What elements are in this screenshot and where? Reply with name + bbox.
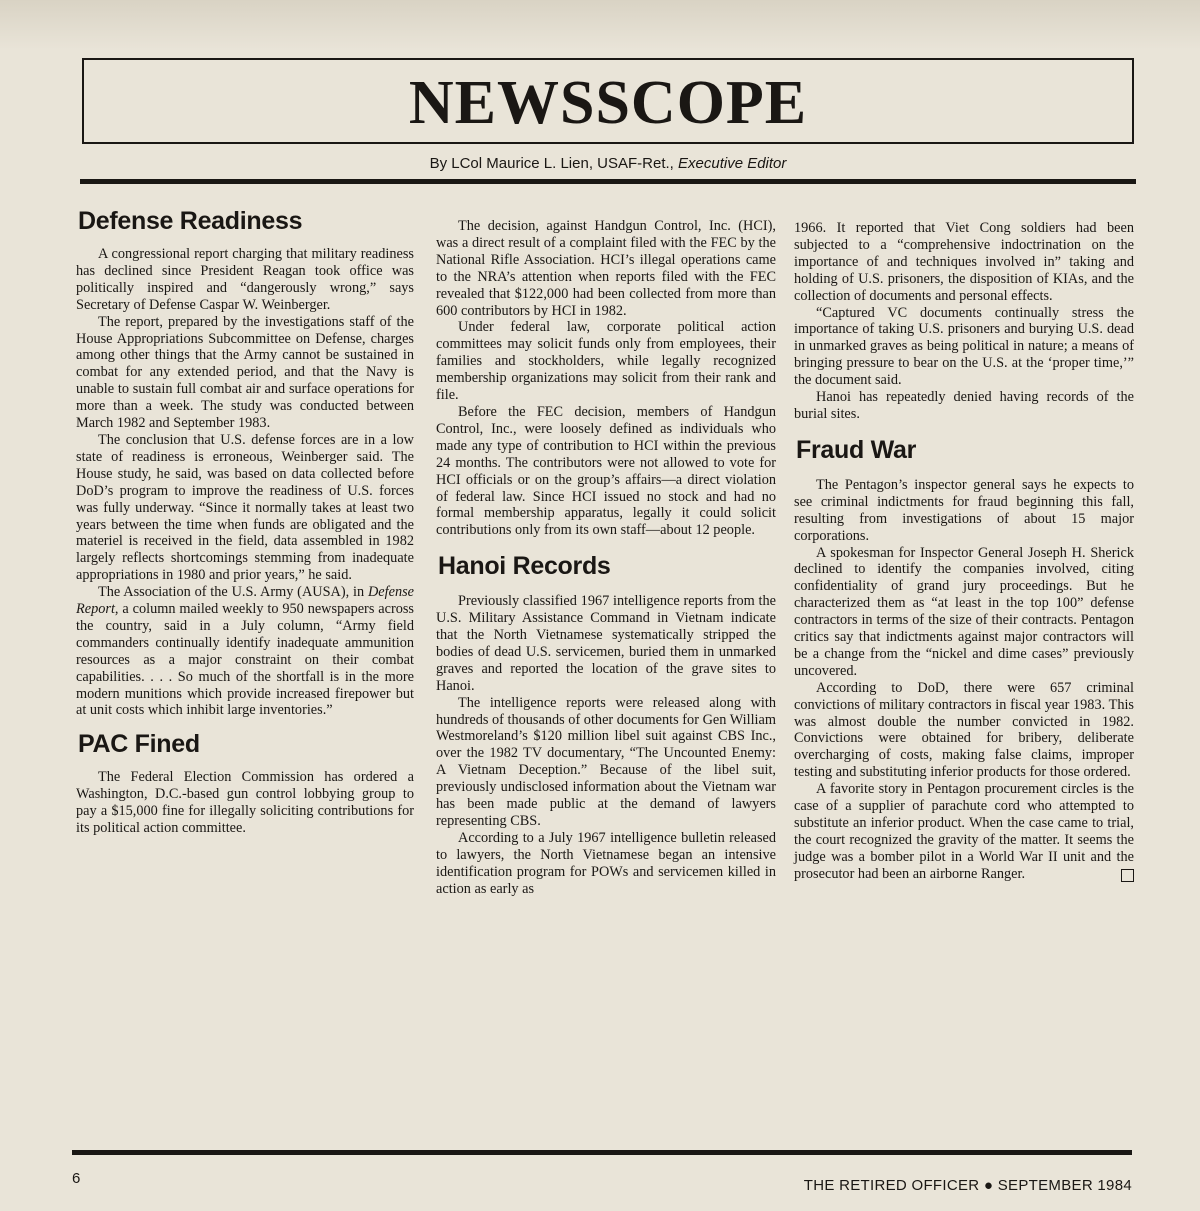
- heading-pac-fined: PAC Fined: [78, 730, 200, 759]
- paragraph: Previously classified 1967 intelligence reports from the U.S. Military Assistance Command in Vietnam indicate that the North Vietnamese systematically stripped the bodies of dead U.S. servicemen, buried them in unmarked graves and reported the location of the grave sites to Hanoi.: [436, 593, 776, 694]
- scan-edge: [0, 0, 1200, 50]
- column-3: [794, 220, 1134, 883]
- page-title: NEWSSCOPE: [408, 69, 808, 137]
- byline-role: Executive Editor: [678, 155, 787, 172]
- publication-name: Defense Report: [76, 584, 414, 618]
- paragraph: The Pentagon’s inspector general says he expects to see criminal indictments for fraud beginning this fall, resulting from investigations of about 15 major corporations.: [794, 476, 1134, 544]
- publication-footer: THE RETIRED OFFICER ● SEPTEMBER 1984: [803, 1177, 1132, 1194]
- paragraph: 1966. It reported that Viet Cong soldiers had been subjected to a “comprehensive indoctrination on the importance of and techniques involved in” taking and holding of U.S. prisoners, the disposition of KIAs, and the collection of documents and personal effects.: [794, 220, 1134, 304]
- paragraph: A congressional report charging that military readiness has declined since President Reagan took office was politically inspired and “dangerously wrong,” says Secretary of Defense Caspar W. Weinberger.: [76, 246, 414, 313]
- paragraph: According to a July 1967 intelligence bulletin released to lawyers, the North Vietnamese began an intensive identification program for POWs and servicemen killed in action as early as: [436, 829, 776, 897]
- paragraph: The Federal Election Commission has ordered a Washington, D.C.-based gun control lobbying group to pay a $15,000 fine for illegally soliciting contributions for its political action committee.: [76, 769, 414, 837]
- paragraph: Hanoi has repeatedly denied having records of the burial sites.: [794, 389, 1134, 422]
- byline: [82, 155, 1134, 172]
- paragraph: Under federal law, corporate political action committees may solicit funds only from employees, their families and stockholders, while legally recognized membership organizations may solicit from their rank and file.: [436, 319, 776, 404]
- paragraph: A spokesman for Inspector General Joseph H. Sherick declined to identify the companies involved, citing confidentiality of grand jury proceedings. But he characterized them as “at least in the top 100” defense contractors in terms of the size of their contracts. Pentagon critics say that indictments against major contractors will be a change from the “nickel and dime cases” previously uncovered.: [794, 544, 1134, 679]
- page-number: 6: [72, 1170, 81, 1187]
- heading-defense-readiness: Defense Readiness: [78, 207, 303, 235]
- paragraph: “Captured VC documents continually stress the importance of taking U.S. prisoners and burying U.S. dead in unmarked graves as being political in nature; a means of bringing pressure to bear on the U.S. at the ‘proper time,’” the document said.: [794, 304, 1134, 389]
- text-run: , a column mailed weekly to 950 newspapers across the country, said in a July column, “Army field commanders continually identify inadequate ammunition resources as a major constraint on their combat capabilities. . . . So much of the shortfall is in the more modern munitions which provide increased firepower but at unit costs which inhibit large inventories.”: [76, 601, 414, 719]
- heading-hanoi-records: Hanoi Records: [438, 552, 611, 581]
- masthead-box: [82, 58, 1134, 144]
- paragraph: The report, prepared by the investigations staff of the House Appropriations Subcommittee on Defense, charges among other things that the Army cannot be sustained in combat for any extended period, and that the Navy is unable to sustain full combat air and surface operations for more than a week. The study was conducted between March 1982 and September 1983.: [76, 313, 414, 432]
- paragraph: [76, 584, 414, 719]
- column-1: [76, 206, 414, 837]
- paragraph: [794, 781, 1134, 882]
- paragraph: The decision, against Handgun Control, Inc. (HCI), was a direct result of a complaint filed with the FEC by the National Rifle Association. HCI’s illegal operations came to the NRA’s attention when reports filed with the FEC revealed that $122,000 had been collected from more than 600 contributors by HCI in 1982.: [436, 218, 776, 319]
- paragraph: Before the FEC decision, members of Handgun Control, Inc., were loosely defined as individuals who made any type of contribution to HCI within the previous 24 months. The contributors were not allowed to vote for HCI officials or on the group’s affairs—a direct violation of federal law. Since HCI issued no stock and had no formal membership apparatus, legally it could solicit contributions only from its own staff—about 12 people.: [436, 403, 776, 539]
- paragraph: The conclusion that U.S. defense forces are in a low state of readiness is erroneous, Weinberger said. The House study, he said, was based on data collected before DoD’s program to improve the readiness of U.S. forces was fully underway. “Since it normally takes at least two years between the time when funds are obligated and the materiel is received in the field, data assembled in 1982 largely reflects shortcomings stemming from inadequate appropriations in 1980 and prior years,” he said.: [76, 431, 414, 584]
- paragraph: The intelligence reports were released along with hundreds of thousands of other documents for Gen William Westmoreland’s $120 million libel suit against CBS Inc., over the 1982 TV documentary, “The Uncounted Enemy: A Vietnam Deception.” Because of the libel suit, previously undisclosed information about the Vietnam war has been made public at the demand of lawyers representing CBS.: [436, 694, 776, 829]
- header-rule: [80, 179, 1136, 184]
- text-run: A favorite story in Pentagon procurement circles is the case of a supplier of parachute cord who attempted to substitute an inferior product. When the case came to trial, the court recognized the gravity of the matter. It seems the judge was a bomber pilot in a World War II unit and the prosecutor had been an airborne Ranger.: [794, 781, 1134, 882]
- end-mark-icon: [1121, 869, 1134, 882]
- byline-author: By LCol Maurice L. Lien, USAF-Ret.,: [429, 155, 679, 172]
- heading-fraud-war: Fraud War: [796, 435, 916, 464]
- footer-rule: [72, 1150, 1132, 1155]
- paragraph: According to DoD, there were 657 criminal convictions of military contractors in fiscal year 1983. This was almost double the number convicted in 1982. Convictions were obtained for bribery, deliberate overcharging of costs, making false claims, improper testing and substituting inferior products for those ordered.: [794, 679, 1134, 781]
- column-2: [436, 218, 776, 898]
- text-run: The Association of the U.S. Army (AUSA), in: [98, 584, 368, 601]
